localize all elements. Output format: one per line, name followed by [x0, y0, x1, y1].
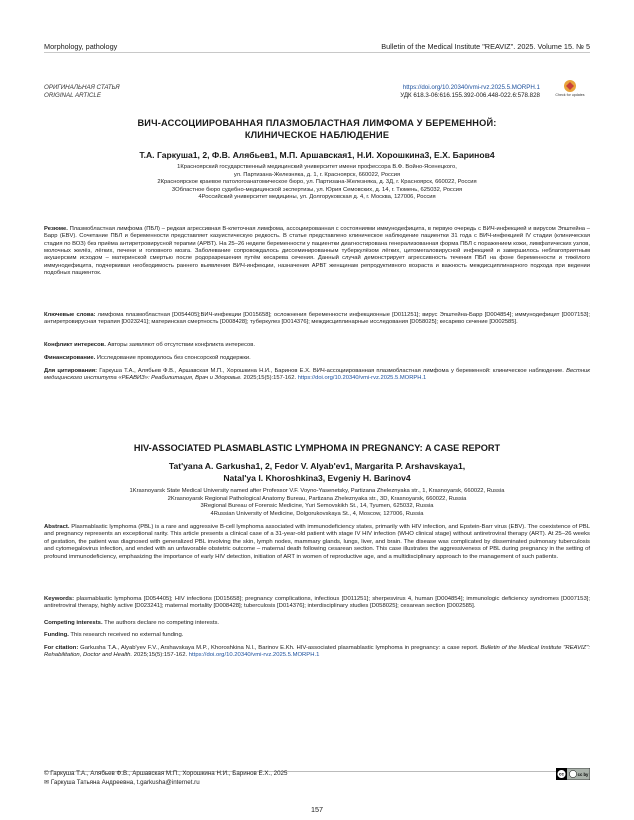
ru-affiliation-4: 4Российский университет медицины, ул. Долгоруковская д. 4, г. Москва, 127006, Россия — [198, 194, 436, 201]
doi-link[interactable]: https://doi.org/10.20340/vmi-rvz.2025.5.MORPH.1 — [402, 84, 540, 91]
en-abstract-text: Plasmablastic lymphoma (PBL) is a rare and aggressive B-cell lymphoma associated with immunodeficiency states, primarily with HIV infection, and Epstein-Barr virus (EBV). The coexistence of PBL and pregnancy represents an exceptional rarity. This article presents a clinical case of a 31-year-old patient with stage IV HIV infection (WHO clinical stage) without antiretroviral therapy (ART). At 25–26 weeks of gestation, the patient was diagnosed with generalized PBL involving the skin, lymph nodes, mammary glands, lungs, liver, and brain. The disease was complicated by disseminated pulmonary tuberculosis and cytomegalovirus infection, and ended with an unfavorable obstetric outcome – maternal death following cesarean section. This case illustrates the aggressiveness of PBL during pregnancy in the setting of profound immunodeficiency, emphasizing the importance of early HIV detection, initiation of ART in women of reproductive age, and a multidisciplinary approach to the management of such patients. — [44, 524, 591, 560]
footer-copyright: © Гаркуша Т.А., Алябьев Ф.В., Аршавская М.П., Хорошкина Н.И., Баринов Е.Х., 2025 — [44, 770, 288, 777]
ru-funding-text: Исследование проводилось без спонсорской поддержки. — [96, 355, 251, 361]
ru-funding — [44, 355, 590, 362]
ru-affiliations — [44, 164, 590, 202]
ru-keywords-text: лимфома плазмобластная [D054405];ВИЧ-инфекции [D015658]; осложнения беременности инфекционные [D011251]; вирус Эпштейна-Барр [D004854]; иммунодефицит [D007153]; антиретровирусная терапия [D023241]; материнская смертность [D008428]; туберкулез [D014376]; междисциплинарные исследования [D058025]; кесарево сечение [D002585]. — [44, 312, 590, 326]
article-type-en: ORIGINAL ARTICLE — [44, 92, 101, 100]
en-citation-tail: 2025;15(5):157-162. — [133, 652, 188, 659]
ru-citation-doi-link[interactable]: https://doi.org/10.20340/vmi-rvz.2025.5.MORPH.1 — [297, 375, 427, 382]
en-title: HIV-ASSOCIATED PLASMABLASTIC LYMPHOMA IN PREGNANCY: A CASE REPORT — [133, 443, 501, 453]
ru-citation-tail: 2025;15(5):157-162. — [243, 375, 297, 382]
en-citation-journal: Bulletin of the Medical Institute "REAVIZ": Rehabilitation, Doctor and Health. — [44, 645, 590, 659]
ru-citation — [44, 368, 590, 383]
en-authors-line-2: Natal'ya I. Khoroshkina3, Evgeniy H. Barinov4 — [223, 473, 411, 483]
en-affiliations — [44, 488, 590, 518]
ru-citation-journal: Вестник медицинского института «РЕАВИЗ»: Реабилитация, Врач и Здоровье. — [44, 368, 590, 382]
ru-citation-label: Для цитирования: — [44, 368, 98, 374]
person-icon — [569, 770, 576, 777]
ru-affiliation-3: 3Областное бюро судебно-медицинской экспертизы, ул. Юрия Семовских, д. 14, г. Тюмень, 625032, Россия — [171, 186, 463, 193]
footer-contact-text[interactable]: Гаркуша Татьяна Андреевна, t.garkusha@internet.ru — [50, 779, 200, 786]
ru-title-line-1: ВИЧ-АССОЦИИРОВАННАЯ ПЛАЗМОБЛАСТНАЯ ЛИМФОМА У БЕРЕМЕННОЙ: — [137, 118, 497, 128]
en-keywords-label: Keywords: — [44, 596, 75, 602]
header-divider — [44, 52, 590, 53]
running-header-section: Morphology, pathology — [44, 42, 118, 51]
en-competing — [44, 620, 590, 627]
en-authors — [44, 460, 590, 484]
en-citation-doi-link[interactable]: https://doi.org/10.20340/vmi-rvz.2025.5.MORPH.1 — [188, 652, 320, 659]
ru-abstract-text: Плазмобластная лимфома (ПБЛ) – редкая агрессивная В-клеточная лимфома, ассоциированная с состояниями иммунодефицита, в первую очередь с ВИЧ-инфекцией и вирусом Эпштейна – Барр (EBV). Сочетание ПБЛ и беременности представляет казуистическую редкость. В статье представлено клиническое наблюдение пациентки 31 года с ВИЧ-инфекцией IV стадии (клиническая стадия по ВОЗ) без приёма антиретровирусной терапии (АРВТ). На 25–26 неделе беременности у пациентки диагностирована генерализованная форма ПБЛ с поражением кожи, лимфатических узлов, молочных желёз, лёгких, печени и головного мозга. Заболевание сопровождалось диссеминированным туберкулёзом лёгких, цитомегаловирусной инфекцией и завершилось неблагоприятным акушерским исходом – материнской смертью после родоразрешения путём кесарева сечения. Данный случай демонстрирует агрессивность течения ПБЛ на фоне беременности и тяжёлого иммунодефицита, подчеркивая необходимость раннего выявления ВИЧ-инфекции, назначения АРВТ женщинам репродуктивного возраста и важность междисциплинарного подхода при ведении подобных пациенток. — [44, 226, 590, 277]
en-funding-text: This research received no external funding. — [70, 632, 184, 638]
ru-abstract-label: Резюме. — [44, 226, 68, 232]
en-funding-label: Funding. — [44, 632, 69, 638]
ru-title-line-2: КЛИНИЧЕСКОЕ НАБЛЮДЕНИЕ — [244, 130, 390, 140]
svg-text:cc: cc — [558, 771, 565, 777]
en-citation — [44, 645, 590, 660]
udc-code: УДК 618.3-06:616.155.392-006.448-022.6:578.828 — [400, 92, 540, 100]
ru-keywords — [44, 312, 590, 327]
doi-block — [400, 84, 540, 101]
ru-conflict-text: Авторы заявляют об отсутствии конфликта интересов. — [107, 342, 255, 348]
ru-conflict-label: Конфликт интересов. — [44, 342, 106, 348]
ru-title — [44, 117, 590, 141]
en-authors-line-1: Tat'yana A. Garkusha1, 2, Fedor V. Alyab'ev1, Margarita P. Arshavskaya1, — [168, 461, 466, 471]
running-header-journal: Bulletin of the Medical Institute "REAVIZ". 2025. Volume 15. № 5 — [381, 42, 590, 51]
en-affiliation-3: 3Regional Bureau of Forensic Medicine, Yuri Semovskikh St., 14, Tyumen, 625032, Russia — [200, 503, 434, 510]
en-affiliation-1: 1Krasnoyarsk State Medical University named after Professor V.F. Voyno-Yasenetsky, Partizana Zheleznyaka str., 1, Krasnoyarsk, 660022, Russia — [129, 488, 505, 494]
ru-citation-main: Гаркуша Т.А., Алябьев Ф.В., Аршавская М.П., Хорошкина Н.И., Баринов Е.Х. ВИЧ-ассоциированная плазмобластная лимфома у беременной: клиническое наблюдение. — [99, 368, 564, 374]
ru-abstract — [44, 226, 590, 277]
ru-affiliation-1-address: ул. Партизана-Железняка, д. 1, г. Красноярск, 660022, Россия — [233, 171, 401, 178]
ru-conflict — [44, 342, 590, 349]
badge-label: Check for updates — [555, 93, 585, 97]
check-for-updates-badge[interactable] — [555, 79, 585, 101]
article-type-ru: ОРИГИНАЛЬНАЯ СТАТЬЯ — [44, 84, 120, 91]
en-keywords — [44, 596, 590, 611]
en-affiliation-4: 4Russian University of Medicine, Dolgorukovskaya St., 4, Moscow, 127006, Russia — [210, 510, 424, 517]
page-number: 157 — [311, 805, 323, 814]
en-abstract — [44, 524, 590, 561]
en-abstract-label: Abstract. — [44, 524, 70, 530]
ru-funding-label: Финансирование. — [44, 355, 96, 361]
en-funding — [44, 632, 590, 639]
en-citation-main: Garkusha T.A., Alyab'yev F.V., Arshavskaya M.P., Khoroshkina N.I., Barinov E.Kh. HIV-associated plasmablastic lymphoma in pregnancy: a case report. — [80, 645, 479, 651]
en-citation-label: For citation: — [44, 645, 79, 651]
ru-affiliation-2: 2Красноярское краевое патологоанатомическое бюро, ул. Партизана-Железняка, д. 3Д, г. Красноярск, 660022, Россия — [157, 179, 477, 186]
license-label: cc by — [577, 772, 589, 777]
envelope-icon: ✉ — [44, 779, 50, 786]
ru-authors: Т.А. Гаркуша1, 2, Ф.В. Алябьев1, М.П. Аршавская1, Н.И. Хорошкина3, Е.Х. Баринов4 — [139, 150, 495, 160]
cc-by-license-badge[interactable] — [556, 768, 590, 780]
article-type — [44, 84, 120, 101]
ru-keywords-label: Ключевые слова: — [44, 312, 96, 318]
en-keywords-text: plasmablastic lymphoma [D054405]; HIV infections [D015658]; pregnancy complications, infectious [D011251]; sherpesvirus 4, human [D004854]; immunologic deficiency syndromes [D007153]; antiretroviral therapy, highly active [D023241]; maternal mortality [D008428]; tuberculosis [D014376]; interdisciplinary studies [D058025]; cesarean section [D002585]. — [44, 596, 591, 610]
en-competing-label: Competing interests. — [44, 620, 103, 626]
ru-affiliation-1: 1Красноярский государственный медицинский университет имени профессора В.Ф. Войно-Ясенецкого, — [177, 164, 457, 170]
en-competing-text: The authors declare no competing interests. — [104, 620, 220, 626]
en-affiliation-2: 2Krasnoyarsk Regional Pathological Anatomy Bureau, Partizana Zheleznyaka str., 3D, Krasnoyarsk, 660022, Russia — [167, 495, 467, 502]
footer-contact — [44, 779, 200, 787]
